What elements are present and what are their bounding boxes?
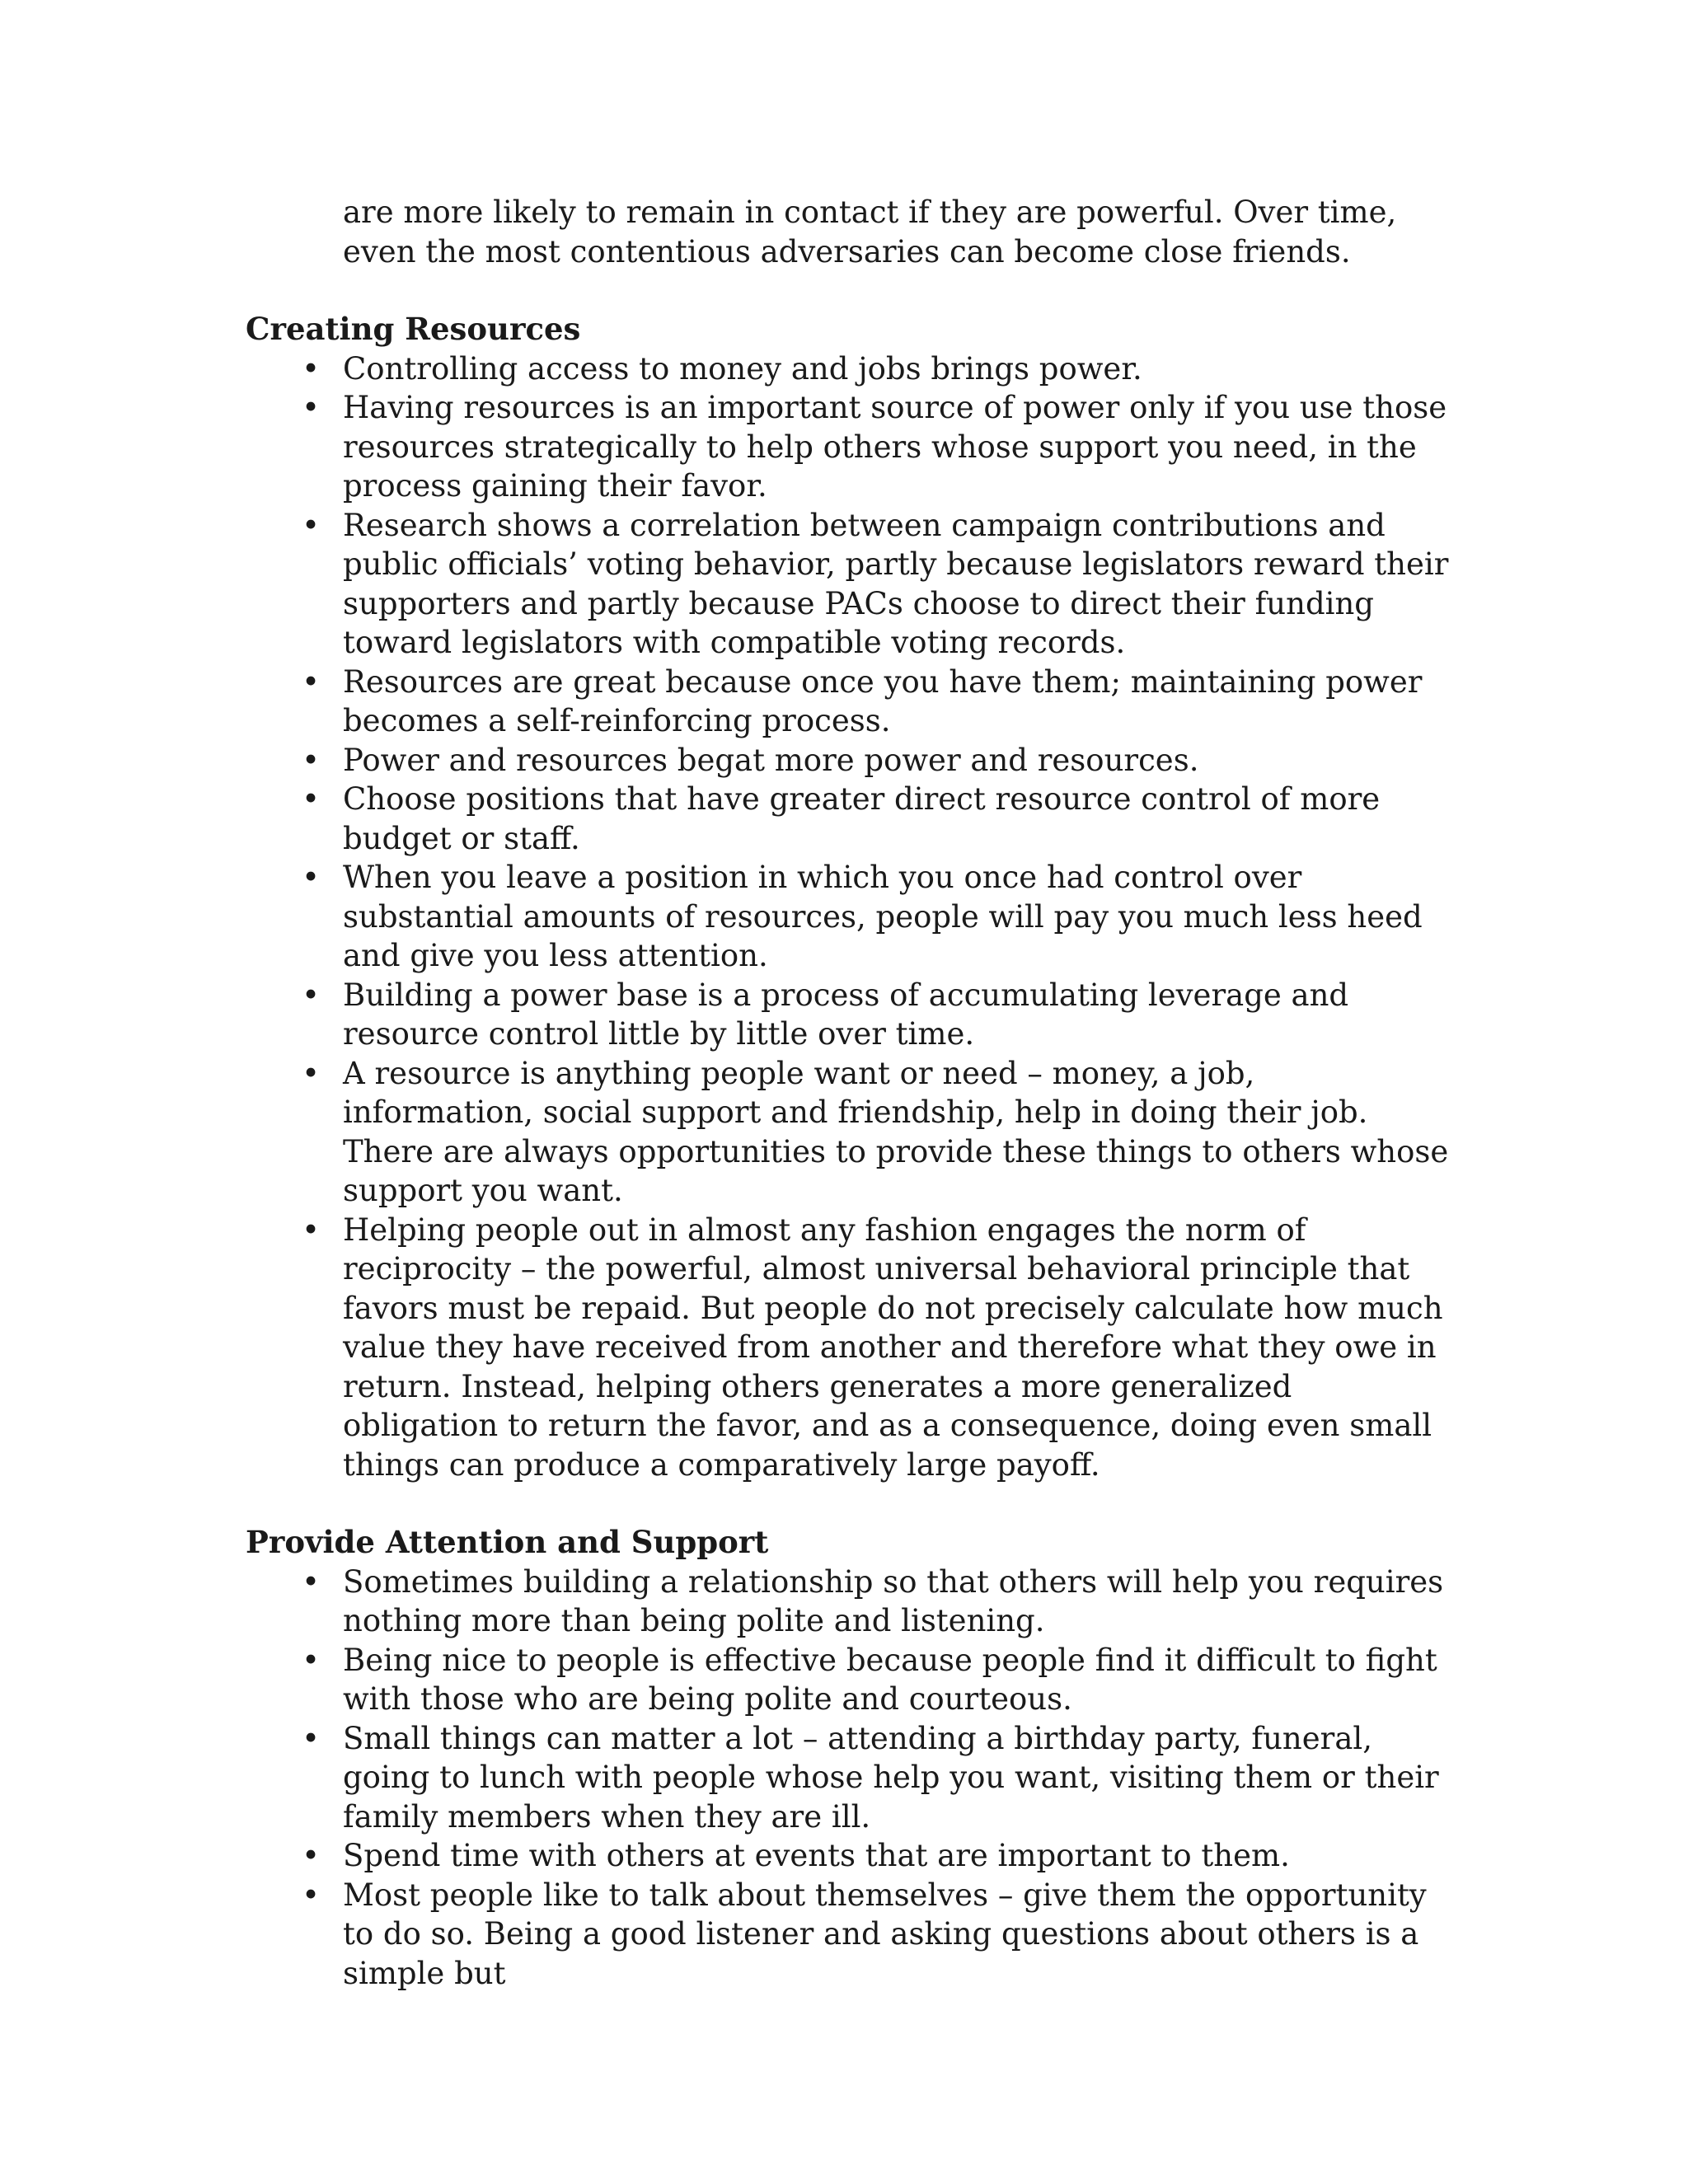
list-item-text: Resources are great because once you have them; maintaining power becomes a self-reinforcing process. xyxy=(343,663,1423,738)
bullet-icon: • xyxy=(302,1212,320,1248)
section-heading-provide-attention-and-support: Provide Attention and Support xyxy=(246,1524,769,1560)
bullet-icon: • xyxy=(302,1642,320,1678)
list-item-text: Research shows a correlation between campaign contributions and public officials’ voting behavior, partly because legislators reward their supporters and partly because PACs choose to direct their funding toward legislators with compatible voting records. xyxy=(343,507,1449,660)
list-item xyxy=(246,1563,1449,1641)
bullet-list-provide-attention-and-support xyxy=(246,1563,1449,1994)
list-item xyxy=(246,976,1449,1054)
list-item xyxy=(246,1876,1449,1994)
bullet-icon: • xyxy=(302,663,320,700)
bullet-list-creating-resources xyxy=(246,349,1449,1485)
list-item xyxy=(246,780,1449,858)
list-item-text: Sometimes building a relationship so that others will help you requires nothing more than being polite and listening. xyxy=(343,1563,1444,1638)
list-item-text: Having resources is an important source of power only if you use those resources strategically to help others whose support you need, in the process gaining their favor. xyxy=(343,390,1447,504)
list-item-text: Being nice to people is effective because people find it difficult to fight with those who are being polite and courteous. xyxy=(343,1642,1437,1717)
list-item-text: Most people like to talk about themselves – give them the opportunity to do so. Being a good listener and asking questions about others is a simple but xyxy=(343,1877,1427,1991)
bullet-icon: • xyxy=(302,507,320,543)
bullet-icon: • xyxy=(302,1838,320,1873)
bullet-icon: • xyxy=(302,860,320,895)
bullet-icon: • xyxy=(302,390,320,425)
section-heading-creating-resources: Creating Resources xyxy=(246,311,581,347)
continuation-paragraph: are more likely to remain in contact if they are powerful. Over time, even the most contentious adversaries can become close friends. xyxy=(343,194,1397,269)
list-item xyxy=(246,663,1449,741)
list-item xyxy=(246,506,1449,663)
list-item-text: Choose positions that have greater direct resource control of more budget or staff. xyxy=(343,781,1381,856)
list-item xyxy=(246,1641,1449,1719)
bullet-icon: • xyxy=(302,742,320,778)
list-item-text: Spend time with others at events that are important to them. xyxy=(343,1838,1290,1873)
bullet-icon: • xyxy=(302,781,320,817)
list-item xyxy=(246,1836,1449,1876)
list-item-text: Controlling access to money and jobs brings power. xyxy=(343,350,1142,387)
bullet-icon: • xyxy=(302,1563,320,1600)
list-item xyxy=(246,741,1449,780)
list-item-text: Helping people out in almost any fashion engages the norm of reciprocity – the powerful, almost universal behavioral principle that favors must be repaid. But people do not precisely calculate how much value they have received from another and therefore what they owe in return. Instead, helping others generates a more generalized obligation to return the favor, and as a consequence, doing even small things can produce a comparatively large payoff. xyxy=(343,1212,1443,1483)
list-item xyxy=(246,1719,1449,1837)
list-item xyxy=(246,388,1449,506)
bullet-icon: • xyxy=(302,350,320,387)
list-item-text: Small things can matter a lot – attending a birthday party, funeral, going to lunch with people whose help you want, visiting them or their family members when they are ill. xyxy=(343,1720,1439,1835)
bullet-icon: • xyxy=(302,1720,320,1756)
list-item xyxy=(246,349,1449,389)
list-item xyxy=(246,858,1449,976)
document-body xyxy=(246,193,1449,2032)
list-item xyxy=(246,1054,1449,1211)
list-item xyxy=(246,1211,1449,1485)
bullet-icon: • xyxy=(302,1877,320,1913)
list-item-text: When you leave a position in which you once had control over substantial amounts of resources, people will pay you much less heed and give you less attention. xyxy=(343,860,1423,973)
bullet-icon: • xyxy=(302,1055,320,1091)
list-item-text: Power and resources begat more power and resources. xyxy=(343,742,1199,778)
list-item-text: A resource is anything people want or need – money, a job, information, social support and friendship, help in doing their job. There are always opportunities to provide these things to others whose support you want. xyxy=(343,1055,1449,1208)
list-item-text: Building a power base is a process of accumulating leverage and resource control little by little over time. xyxy=(343,977,1349,1052)
bullet-icon: • xyxy=(302,977,320,1013)
